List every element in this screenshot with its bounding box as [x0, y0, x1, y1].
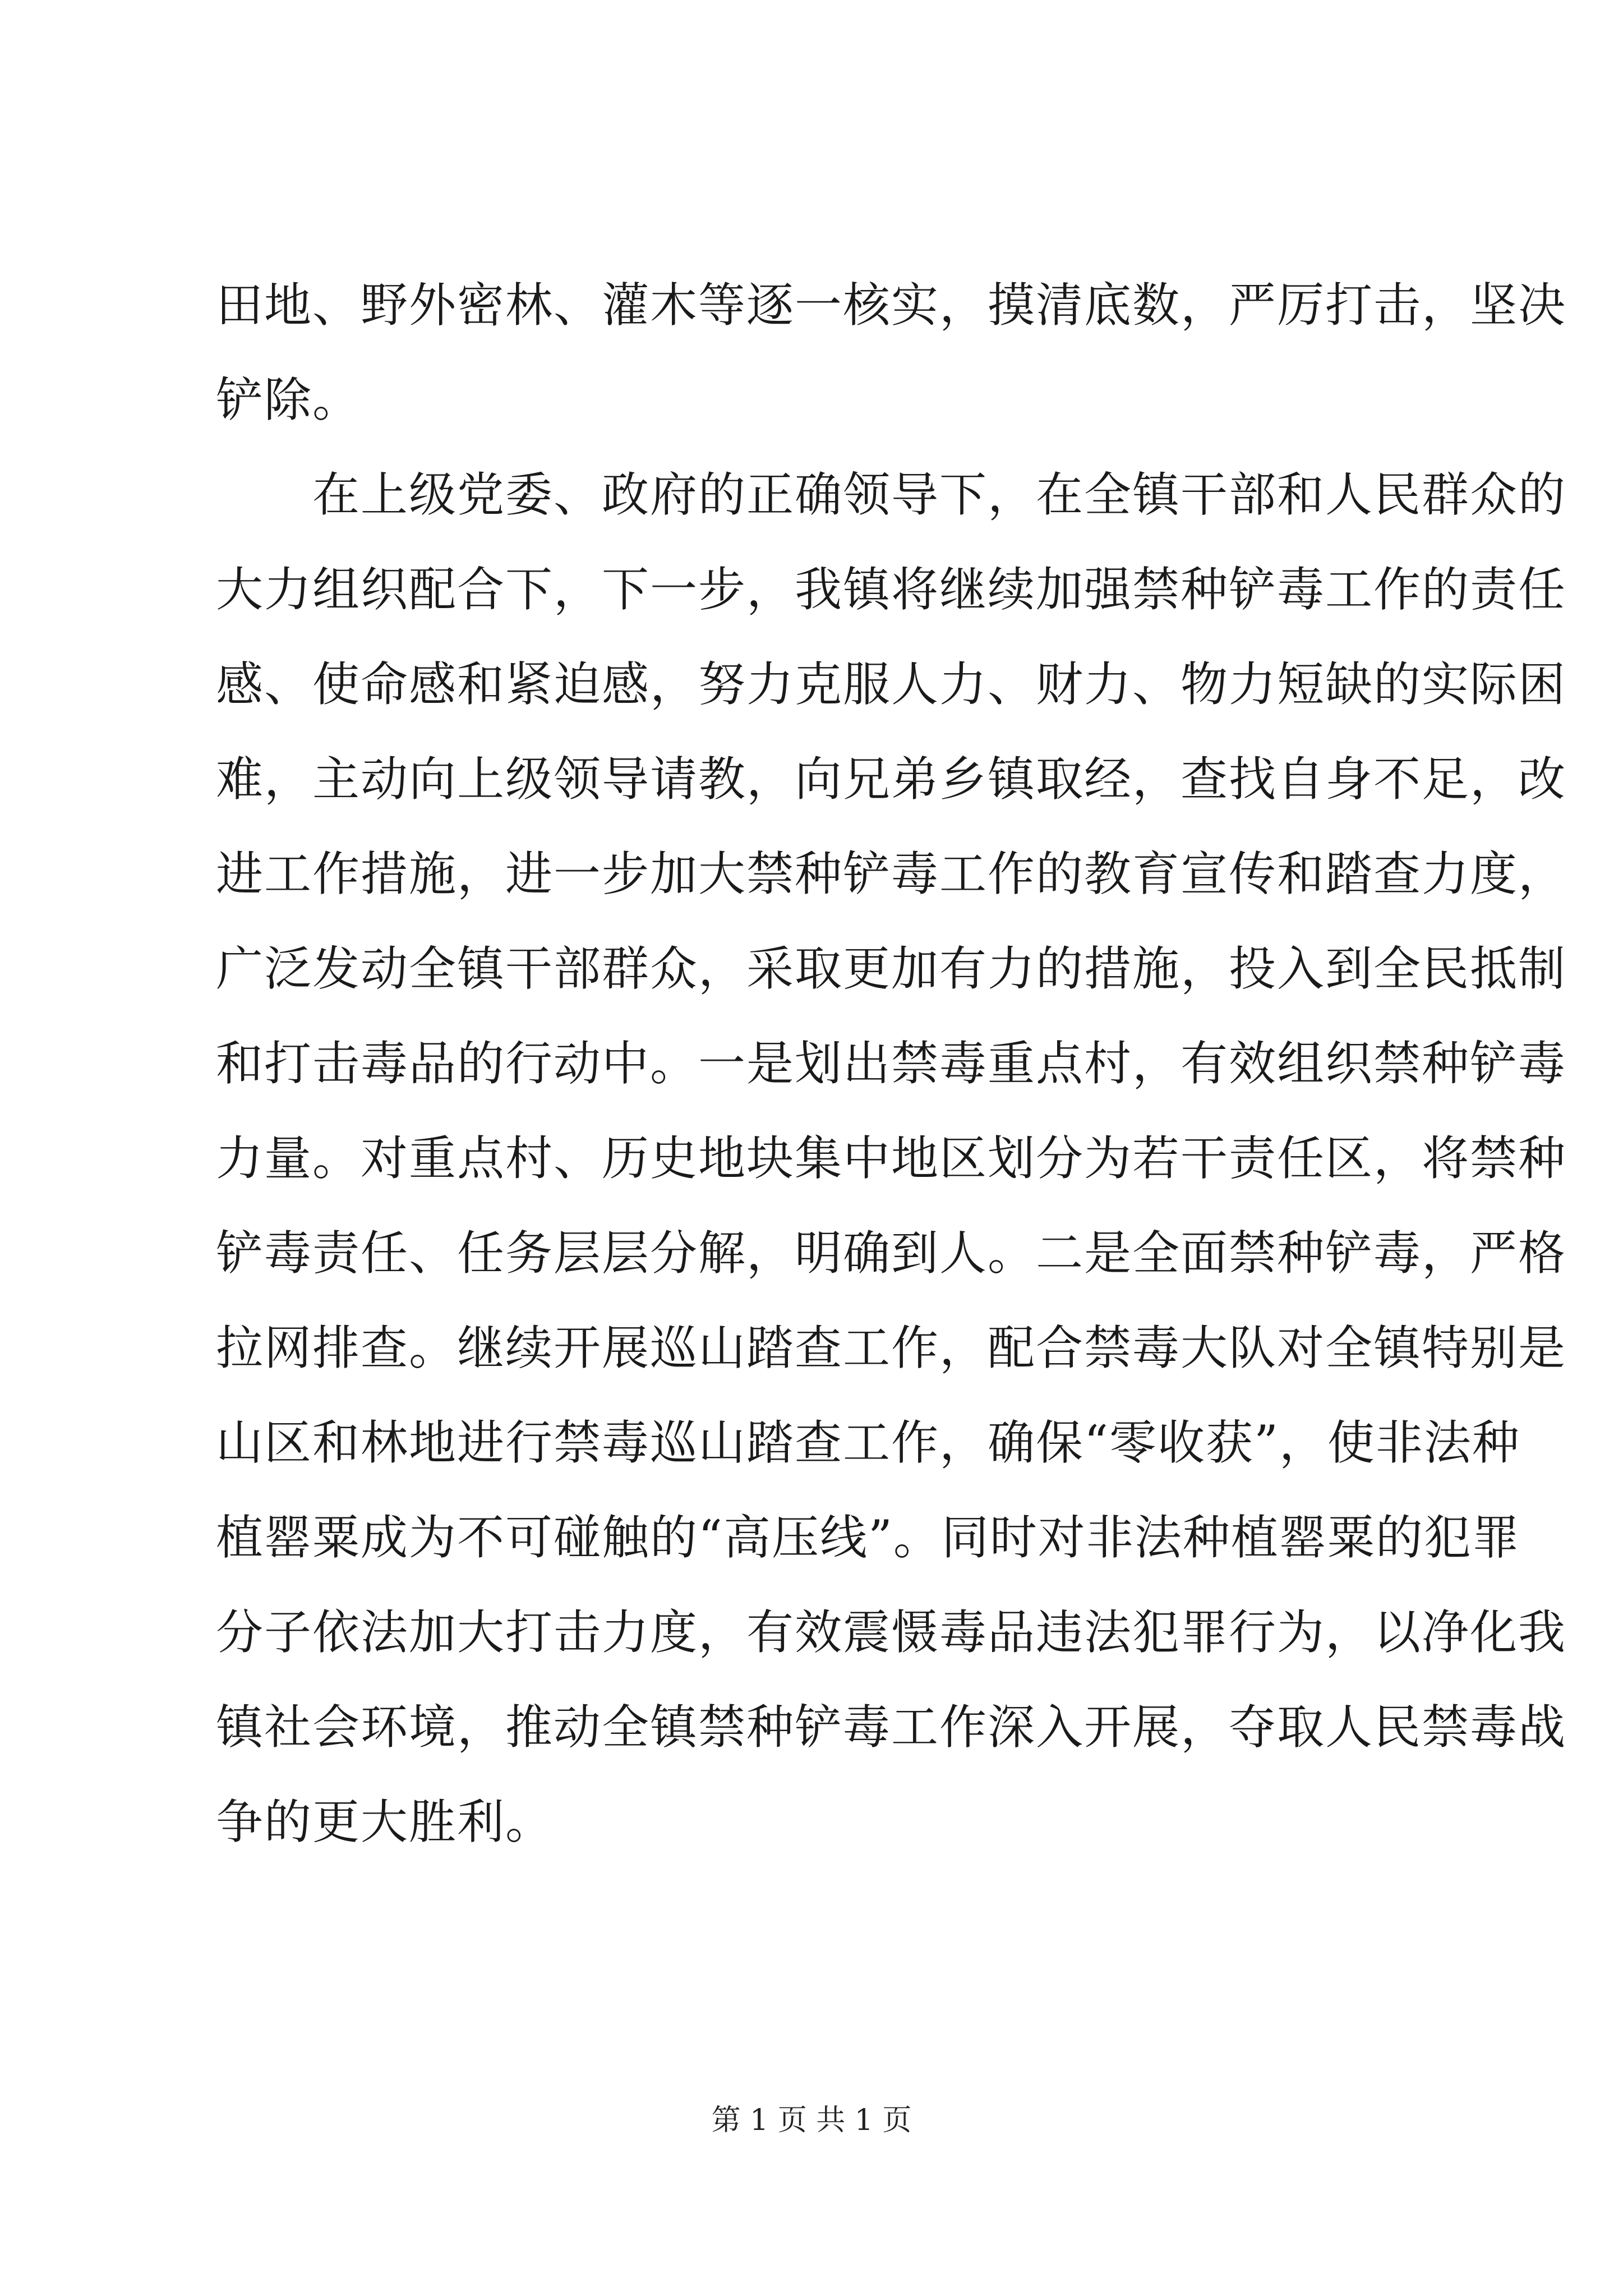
text-line: 分子依法加大打击力度，有效震慑毒品违法犯罪行为，以净化我	[216, 1605, 1567, 1660]
text-line: 进工作措施，进一步加大禁种铲毒工作的教育宣传和踏查力度，	[216, 846, 1567, 901]
body-text	[216, 258, 1567, 1870]
text-line: 镇社会环境，推动全镇禁种铲毒工作深入开展，夺取人民禁毒战	[216, 1700, 1567, 1755]
text-line: 铲除。	[216, 372, 361, 427]
text-line: 广泛发动全镇干部群众，采取更加有力的措施，投入到全民抵制	[216, 941, 1567, 996]
page-number-label: 第 1 页 共 1 页	[711, 2104, 912, 2137]
text-line: 拉网排查。继续开展巡山踏查工作，配合禁毒大队对全镇特别是	[216, 1320, 1567, 1375]
text-line: 难，主动向上级领导请教，向兄弟乡镇取经，查找自身不足，改	[216, 752, 1567, 807]
text-line: 山区和林地进行禁毒巡山踏查工作，确保“零收获”，使非法种	[216, 1415, 1520, 1470]
text-line: 争的更大胜利。	[216, 1795, 554, 1849]
text-line: 在上级党委、政府的正确领导下，在全镇干部和人民群众的	[216, 467, 1567, 522]
page-footer	[0, 2101, 1623, 2140]
text-line: 田地、野外密林、灌木等逐一核实，摸清底数，严厉打击，坚决	[216, 278, 1567, 333]
text-line: 铲毒责任、任务层层分解，明确到人。二是全面禁种铲毒，严格	[216, 1226, 1567, 1281]
text-line: 感、使命感和紧迫感，努力克服人力、财力、物力短缺的实际困	[216, 657, 1567, 712]
text-line: 植罂粟成为不可碰触的“高压线”。同时对非法种植罂粟的犯罪	[216, 1510, 1520, 1565]
text-line: 和打击毒品的行动中。一是划出禁毒重点村，有效组织禁种铲毒	[216, 1036, 1567, 1091]
text-line: 大力组织配合下，下一步，我镇将继续加强禁种铲毒工作的责任	[216, 562, 1567, 617]
text-line: 力量。对重点村、历史地块集中地区划分为若干责任区，将禁种	[216, 1131, 1567, 1186]
